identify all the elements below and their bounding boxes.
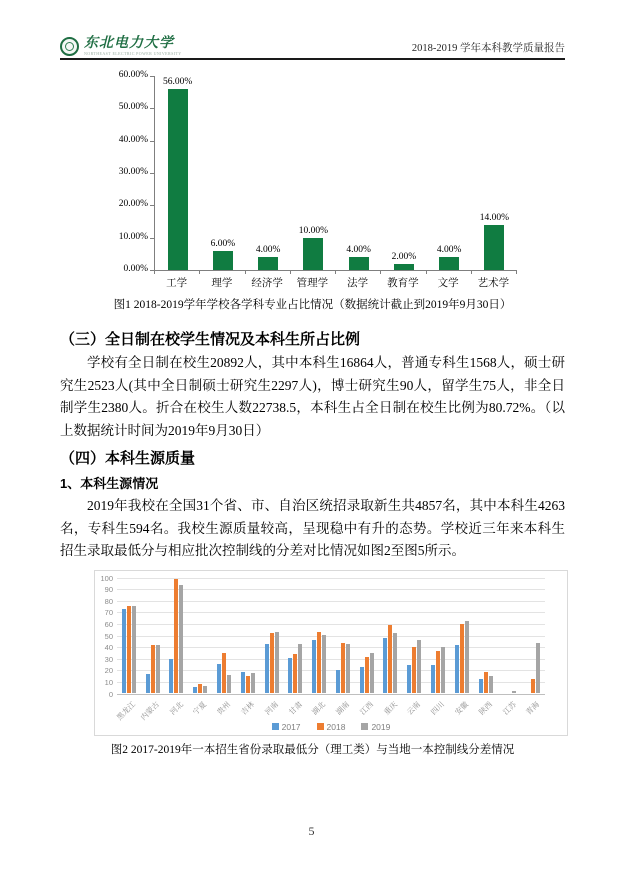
figure1-bar: [258, 257, 278, 270]
figure2-bar-2019: [465, 621, 469, 693]
figure1-bar-column: [472, 213, 517, 270]
figure1-category-label: 工学: [166, 278, 188, 289]
section4-paragraph: 2019年我校在全国31个省、市、自治区统招录取新生共4857名，其中本科生4263名，专科生594名。我校生源质量较高，呈现稳中有升的态势。学校近三年来本科生招生录取最低分与相应批次控制线的分差对比情况如图2至图5所示。: [60, 498, 565, 558]
university-name: 东北电力大学: [84, 35, 174, 51]
figure1-bar-column: [246, 245, 291, 270]
figure2-category-label: 陕西: [476, 699, 494, 717]
figure2-bar-2019: [512, 691, 516, 692]
figure2-bar-group: [117, 606, 141, 693]
figure2-category-label: 云南: [405, 699, 423, 717]
legend-swatch-icon: [361, 723, 368, 730]
figure1-category-label: 管理学: [296, 278, 329, 289]
figure2-category-label: 河南: [262, 699, 280, 717]
figure1-data-label: 2.00%: [391, 251, 417, 262]
figure1-chart: [102, 70, 532, 290]
page-header: [60, 28, 565, 56]
figure2-category-label: 四川: [429, 699, 447, 717]
figure2-bar-2018: [270, 633, 274, 692]
figure2-ytick-label: 50: [104, 631, 113, 641]
figure1-category-label: 经济学: [251, 278, 283, 289]
figure2-bar-2017: [193, 687, 197, 693]
figure1-data-label: 4.00%: [255, 245, 281, 256]
figure2-category-label: 江苏: [500, 699, 518, 717]
figure1-data-label: 14.00%: [479, 212, 510, 223]
figure1-category-label: 教育学: [387, 278, 419, 289]
figure1-xaxis-labels: [154, 272, 516, 290]
figure2-bar-2018: [317, 632, 321, 692]
university-name-en: NORTHEAST ELECTRIC POWER UNIVERSITY: [84, 51, 182, 56]
figure2-bar-2018: [151, 645, 155, 693]
figure1-ytick-label: 0.00%: [123, 264, 148, 274]
figure1-bar-column: [381, 252, 426, 270]
university-emblem-icon: [60, 37, 79, 56]
section4-subtitle: 1、本科生源情况: [60, 476, 159, 491]
university-logo: [60, 37, 182, 57]
figure2-bar-2017: [241, 672, 245, 693]
figure2-bar-2017: [431, 665, 435, 693]
figure2-bar-2018: [174, 579, 178, 693]
figure2-bar-2019: [441, 647, 445, 692]
figure2-bar-group: [474, 672, 498, 693]
legend-label: 2018: [326, 721, 346, 732]
figure2-ytick-label: 80: [104, 596, 113, 606]
figure2-legend: [95, 722, 567, 732]
figure1-bar: [484, 225, 504, 270]
figure2-bar-2018: [293, 654, 297, 692]
figure2-bar-group: [450, 621, 474, 693]
legend-item-2017: [272, 722, 301, 732]
figure2-bar-group: [379, 625, 403, 692]
figure2-ytick-label: 70: [104, 608, 113, 618]
figure2-category-label: 湖南: [334, 699, 352, 717]
figure2-bar-group: [521, 643, 545, 693]
figure1-ytick-label: 50.00%: [118, 102, 148, 113]
legend-label: 2017: [281, 721, 301, 732]
figure2-ytick-label: 100: [100, 573, 113, 583]
figure2-bar-2018: [246, 676, 250, 692]
figure2-bar-2019: [417, 640, 421, 692]
figure2-bar-2017: [169, 659, 173, 693]
figure2-bar-2019: [298, 644, 302, 693]
figure2-bar-2018: [531, 679, 535, 693]
figure2-bar-group: [165, 579, 189, 693]
figure1-ytick-label: 20.00%: [118, 199, 148, 210]
figure2-bar-2019: [156, 645, 160, 693]
figure2-category-label: 青海: [524, 699, 542, 717]
figure2-bar-group: [260, 632, 284, 692]
figure2-bar-groups: [117, 577, 545, 693]
figure1-caption: 图1 2018-2019学年学校各学科专业占比情况（数据统计截止到2019年9月30日）: [113, 299, 512, 311]
figure2-category-label: 江西: [357, 699, 375, 717]
figure2-bar-group: [402, 640, 426, 692]
figure1-bar-column: [427, 245, 472, 270]
figure1-category-label: 理学: [211, 278, 233, 289]
figure2-bar-2018: [484, 672, 488, 693]
section3-title: （三）全日制在校学生情况及本科生所占比例: [60, 331, 361, 348]
figure1-bar: [439, 257, 459, 270]
page-number: 5: [308, 824, 315, 838]
figure2-xaxis-line: [117, 694, 545, 695]
figure2-category-label: 黑龙江: [114, 699, 138, 722]
legend-item-2019: [361, 722, 390, 732]
figure2-bar-2019: [346, 644, 350, 693]
figure2-bar-group: [355, 653, 379, 692]
figure2-bar-2018: [198, 684, 202, 692]
figure1-ytick-label: 10.00%: [118, 231, 148, 242]
section3-paragraph: 学校有全日制在校生20892人，其中本科生16864人，普通专科生1568人，硕士研究生2523人(其中全日制硕士研究生2297人)，博士研究生90人，留学生75人，非全日制学生2380人。折合在校生人数22738.5，本科生占全日制在校生比例为80.72%。（以上数据统计时间为2019年9月30日）: [60, 355, 565, 438]
figure2-category-label: 安徽: [453, 699, 471, 717]
figure2-bar-2019: [322, 635, 326, 693]
figure1-bar: [349, 257, 369, 270]
figure2-bar-2019: [370, 653, 374, 692]
figure1-data-label: 10.00%: [298, 225, 329, 236]
figure2-bar-2018: [436, 651, 440, 693]
figure2-category-label: 内蒙古: [138, 699, 161, 722]
figure1-bar: [303, 238, 323, 270]
figure2-bar-group: [212, 653, 236, 692]
figure2-ytick-label: 0: [108, 689, 113, 699]
figure2-category-label: 宁夏: [191, 699, 209, 717]
figure2-ytick-label: 90: [104, 585, 113, 595]
figure2-bar-2018: [127, 606, 131, 693]
figure2-bar-2017: [217, 664, 221, 693]
figure2-bar-2017: [146, 674, 150, 693]
figure2-category-label: 贵州: [215, 699, 233, 717]
figure2-chart: [94, 570, 568, 736]
figure2-category-label: 吉林: [239, 699, 257, 717]
figure2-bar-group: [426, 647, 450, 692]
figure2-bar-2019: [227, 675, 231, 692]
figure2-bar-2018: [222, 653, 226, 692]
figure2-bar-2018: [365, 657, 369, 693]
figure2-bar-2017: [407, 665, 411, 693]
figure1-ytick-label: 30.00%: [118, 167, 148, 177]
figure1-bar-column: [155, 77, 200, 270]
figure2-category-label: 河北: [167, 699, 185, 717]
figure2-bar-2017: [312, 640, 316, 692]
figure1-bar: [168, 89, 188, 270]
figure2-bar-2018: [341, 643, 345, 693]
figure2-bar-group: [307, 632, 331, 692]
figure1-plot-area: [154, 76, 517, 271]
section4-title: （四）本科生源质量: [60, 450, 196, 467]
figure2-category-label: 甘肃: [286, 699, 304, 717]
legend-swatch-icon: [317, 723, 324, 730]
figure2-bar-2018: [412, 647, 416, 692]
figure1-data-label: 4.00%: [346, 245, 371, 256]
legend-label: 2019: [371, 721, 391, 732]
figure2-category-label: 重庆: [381, 699, 399, 717]
figure2-bar-2017: [288, 658, 292, 693]
figure1-category-label: 法学: [347, 278, 369, 289]
figure2-bar-2019: [489, 676, 493, 692]
figure2-bar-2017: [360, 667, 364, 693]
legend-item-2018: [317, 722, 346, 732]
figure2-ytick-label: 20: [104, 666, 113, 676]
report-title: 2018-2019 学年本科教学质量报告: [411, 43, 565, 54]
figure2-bar-2019: [275, 632, 279, 692]
figure2-ytick-label: 40: [104, 643, 113, 653]
figure1-category-label: 文学: [437, 278, 459, 289]
figure1-data-label: 6.00%: [210, 238, 236, 249]
figure2-ytick-label: 10: [104, 677, 113, 687]
figure2-bar-2019: [203, 686, 207, 693]
figure1-xtick-mark: [516, 271, 517, 274]
legend-swatch-icon: [272, 723, 279, 730]
figure2-bar-group: [236, 672, 260, 693]
figure2-bar-group: [283, 644, 307, 693]
figure2-caption: 图2 2017-2019年一本招生省份录取最低分（理工类）与当地一本控制线分差情况: [110, 743, 515, 756]
figure2-bar-2017: [265, 644, 269, 693]
figure1-category-label: 艺术学: [477, 278, 510, 289]
figure2-bar-2017: [479, 679, 483, 693]
figure1-bar-column: [336, 245, 381, 270]
header-divider: [60, 58, 565, 60]
figure2-bar-group: [141, 645, 165, 693]
figure2-category-label: 湖北: [310, 699, 328, 717]
figure2-plot-area: [117, 578, 545, 694]
figure2-bar-2018: [460, 624, 464, 692]
figure2-bar-group: [188, 684, 212, 692]
figure2-bar-2018: [388, 625, 392, 692]
figure1-data-label: 56.00%: [162, 76, 193, 87]
figure1-ytick-label: 40.00%: [118, 134, 148, 145]
figure2-bar-group: [498, 691, 522, 692]
figure1-bar: [213, 251, 233, 270]
figure2-bar-2019: [393, 633, 397, 692]
figure2-bar-2019: [179, 585, 183, 693]
figure2-ytick-label: 30: [104, 654, 113, 664]
figure2-bar-2019: [536, 643, 540, 693]
figure1-bar-column: [200, 239, 245, 270]
figure1-ytick-label: 60.00%: [118, 70, 148, 80]
figure2-bar-2017: [383, 638, 387, 693]
figure1-bar-column: [291, 226, 336, 270]
figure2-bar-2019: [251, 673, 255, 693]
figure1-data-label: 4.00%: [436, 245, 462, 256]
figure2-bar-2017: [122, 609, 126, 693]
figure2-ytick-label: 60: [104, 619, 113, 629]
figure2-bar-group: [331, 643, 355, 693]
figure1-bar: [394, 264, 414, 270]
figure2-bar-2017: [336, 670, 340, 692]
figure2-bar-2019: [132, 606, 136, 693]
figure2-bar-2017: [455, 645, 459, 693]
